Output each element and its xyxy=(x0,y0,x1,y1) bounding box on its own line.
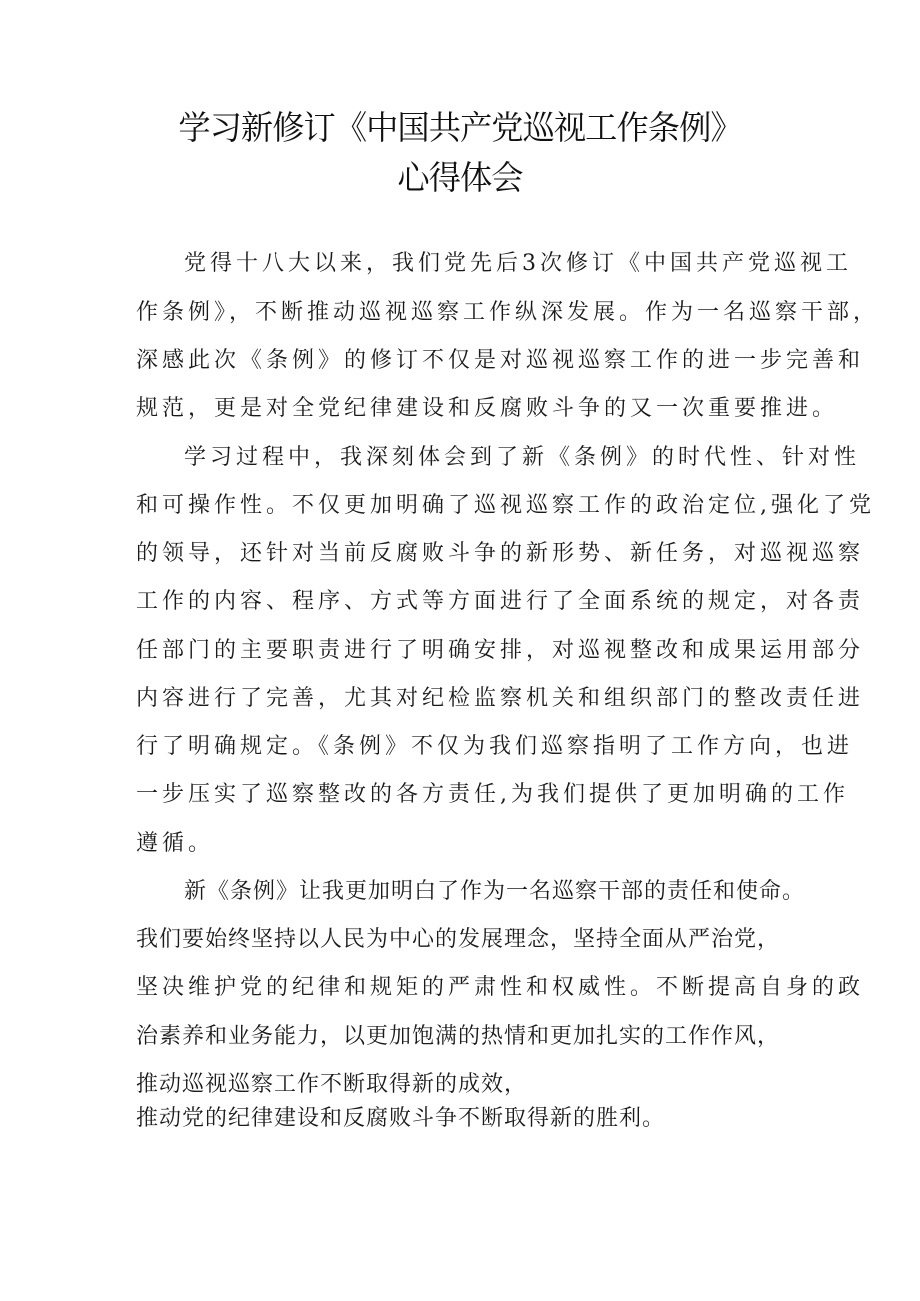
paragraph-2-line-2: 和可操作性。不仅更加明确了巡视巡察工作的政治定位,强化了党 xyxy=(136,493,875,518)
document-title-line-1: 学习新修订《中国共产党巡视工作条例》 xyxy=(178,108,742,147)
paragraph-3-line-2: 我们要始终坚持以人民为中心的发展理念，坚持全面从严治党， xyxy=(136,927,781,952)
paragraph-3-line-3: 坚决维护党的纪律和规矩的严肃性和权威性。不断提高自身的政 xyxy=(136,975,865,1000)
paragraph-2-line-8: 一步压实了巡察整改的各方责任,为我们提供了更加明确的工作 xyxy=(136,782,849,807)
paragraph-3-line-5: 推动巡视巡察工作不断取得新的成效， xyxy=(136,1072,528,1097)
paragraph-2-line-5: 任部门的主要职责进行了明确安排，对巡视整改和成果运用部分 xyxy=(136,638,865,663)
paragraph-3-line-1: 新《条例》让我更加明白了作为一名巡察干部的责任和使命。 xyxy=(184,879,806,904)
paragraph-3-line-4: 治素养和业务能力，以更加饱满的热情和更加扎实的工作作风， xyxy=(136,1024,781,1049)
paragraph-3-line-6: 推动党的纪律建设和反腐败斗争不断取得新的胜利。 xyxy=(136,1106,666,1131)
paragraph-2-line-3: 的领导，还针对当前反腐败斗争的新形势、新任务，对巡视巡察 xyxy=(136,541,865,566)
paragraph-2-line-9: 遵循。 xyxy=(136,831,215,856)
paragraph-1-line-1: 党得十八大以来，我们党先后3次修订《中国共产党巡视工 xyxy=(184,251,852,276)
document-title-line-2: 心得体会 xyxy=(397,158,523,197)
paragraph-2-line-7: 行了明确规定。《条例》不仅为我们巡察指明了工作方向，也进 xyxy=(136,734,854,759)
paragraph-2-line-6: 内容进行了完善，尤其对纪检监察机关和组织部门的整改责任进 xyxy=(136,686,865,711)
paragraph-2-line-4: 工作的内容、程序、方式等方面进行了全面系统的规定，对各责 xyxy=(136,589,865,614)
paragraph-2-line-1: 学习过程中，我深刻体会到了新《条例》的时代性、针对性 xyxy=(184,445,861,470)
paragraph-1-line-4: 规范，更是对全党纪律建设和反腐败斗争的又一次重要推进。 xyxy=(136,396,839,421)
paragraph-1-line-3: 深感此次《条例》的修订不仅是对巡视巡察工作的进一步完善和 xyxy=(136,348,865,373)
paragraph-1-line-2: 作条例》，不断推动巡视巡察工作纵深发展。作为一名巡察干部， xyxy=(136,300,880,325)
